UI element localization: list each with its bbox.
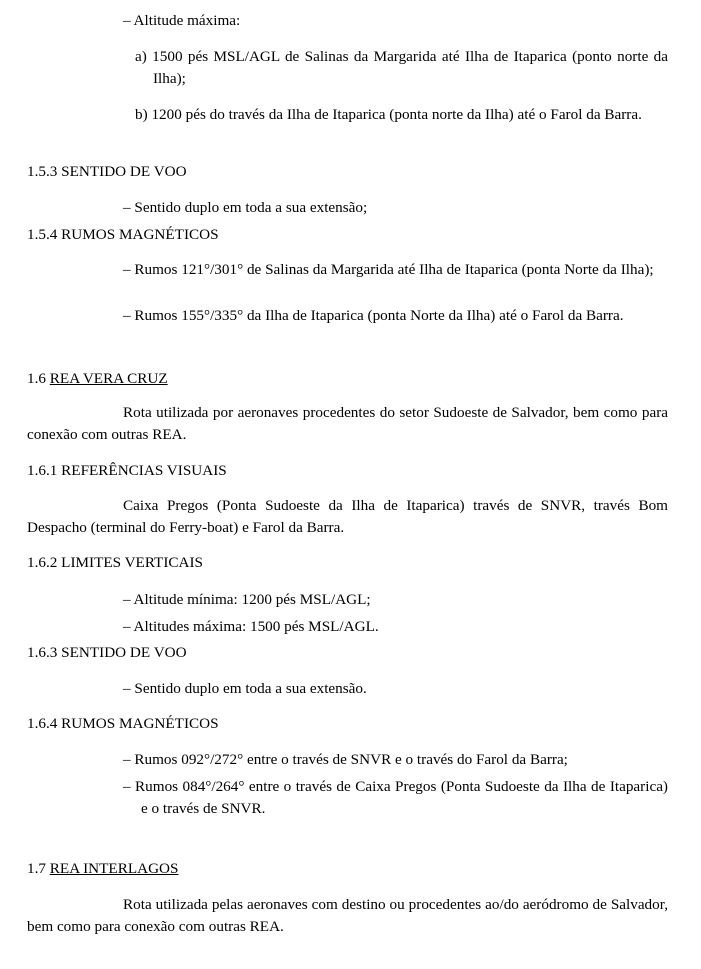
list-item: – Rumos 155°/335° da Ilha de Itaparica (ponta Norte da Ilha) até o Farol da Barra. [123, 307, 624, 324]
list-item: – Altitudes máxima: 1500 pés MSL/AGL. [123, 618, 379, 635]
section-heading-1-6-4: 1.6.4 RUMOS MAGNÉTICOS [27, 715, 219, 732]
list-item: – Sentido duplo em toda a sua extensão; [123, 199, 368, 216]
section-heading-1-5-3: 1.5.3 SENTIDO DE VOO [27, 163, 187, 180]
list-item: – Rumos 092°/272° entre o través de SNVR e o través do Farol da Barra; [123, 751, 568, 768]
paragraph: Caixa Pregos (Ponta Sudoeste da Ilha de Itaparica) través de SNVR, través Bom Despacho (terminal do Ferry-boat) e Farol da Barra. [27, 497, 668, 536]
list-item-text: – Rumos 084°/264° entre o través de Caixa Pregos (Ponta Sudoeste da Ilha de Itaparica) e o través de SNVR. [123, 778, 668, 817]
altitude-max-label: – Altitude máxima: [123, 12, 241, 29]
section-title: REA INTERLAGOS [49, 860, 179, 877]
section-title: REA VERA CRUZ [49, 370, 168, 387]
list-item [123, 776, 668, 820]
list-item: – Altitude mínima: 1200 pés MSL/AGL; [123, 591, 371, 608]
list-item-text: – Rumos 121°/301° de Salinas da Margarida até Ilha de Itaparica (ponta Norte da Ilha); [123, 261, 654, 278]
section-heading-1-6-1: 1.6.1 REFERÊNCIAS VISUAIS [27, 462, 227, 479]
section-heading-1-6 [27, 369, 168, 389]
section-number: 1.6 [27, 370, 50, 387]
section-heading-1-6-3: 1.6.3 SENTIDO DE VOO [27, 644, 187, 661]
altitude-item-a [135, 46, 668, 90]
section-heading-1-6-2: 1.6.2 LIMITES VERTICAIS [27, 554, 203, 571]
section-heading-1-7 [27, 859, 178, 879]
list-item [123, 259, 668, 281]
section-number: 1.7 [27, 860, 50, 877]
paragraph: Rota utilizada por aeronaves procedentes do setor Sudoeste de Salvador, bem como para conexão com outras REA. [27, 404, 668, 443]
paragraph: Rota utilizada pelas aeronaves com destino ou procedentes ao/do aeródromo de Salvador, bem como para conexão com outras REA. [27, 896, 668, 935]
list-item: – Sentido duplo em toda a sua extensão. [123, 680, 367, 697]
altitude-item-b [135, 104, 668, 126]
altitude-item-b-text: b) 1200 pés do través da Ilha de Itaparica (ponta norte da Ilha) até o Farol da Barra. [135, 106, 642, 123]
altitude-item-a-text: a) 1500 pés MSL/AGL de Salinas da Margarida até Ilha de Itaparica (ponto norte da Ilha); [135, 48, 668, 87]
section-heading-1-5-4: 1.5.4 RUMOS MAGNÉTICOS [27, 226, 219, 243]
